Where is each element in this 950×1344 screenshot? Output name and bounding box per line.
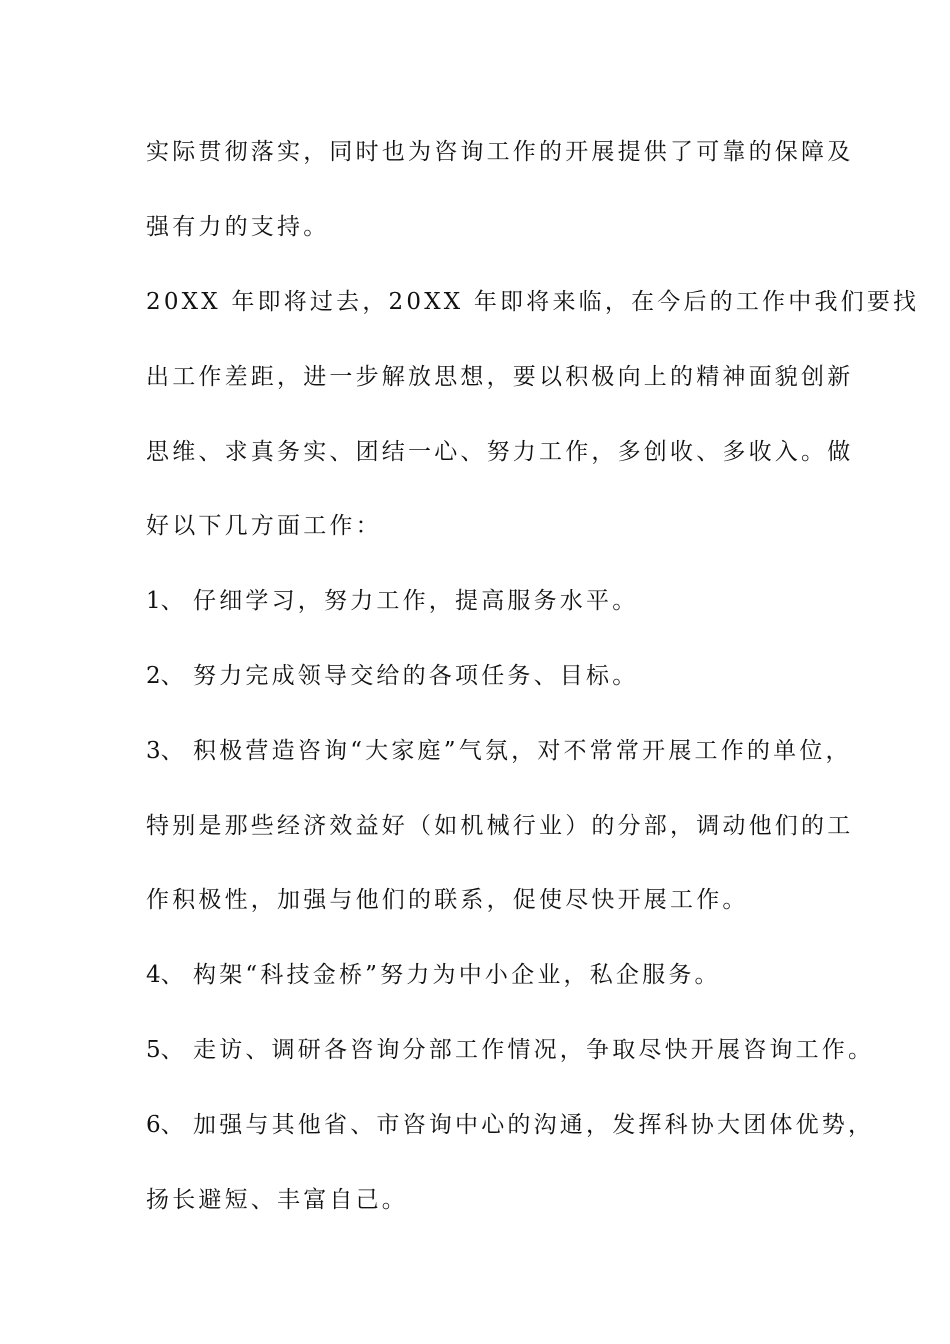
list-item-3 — [146, 731, 852, 771]
list-item-number: 5、 — [146, 1037, 184, 1063]
list-item-number: 3、 — [146, 738, 184, 764]
list-item-3-continuation-1: 特别是那些经济效益好（如机械行业）的分部，调动他们的工 — [146, 813, 854, 839]
list-item-3-continuation-2: 作积极性，加强与他们的联系，促使尽快开展工作。 — [146, 887, 749, 913]
paragraph-2-line-4: 好以下几方面工作： — [146, 513, 382, 539]
list-item-text: 走访、调研各咨询分部工作情况，争取尽快开展咨询工作。 — [193, 1037, 875, 1063]
list-item-6 — [146, 1105, 875, 1145]
list-item-6-continuation-1: 扬长避短、丰富自己。 — [146, 1187, 408, 1213]
paragraph-1-line-1: 实际贯彻落实，同时也为咨询工作的开展提供了可靠的保障及 — [146, 139, 854, 165]
list-item-number: 2、 — [146, 663, 184, 689]
paragraph-2-line-2: 出工作差距，进一步解放思想，要以积极向上的精神面貌创新 — [146, 364, 854, 390]
list-item-4 — [146, 955, 836, 995]
list-item-2 — [146, 656, 836, 696]
list-item-1 — [146, 581, 836, 621]
list-item-number: 4、 — [146, 962, 184, 988]
list-item-text: 仔细学习，努力工作，提高服务水平。 — [193, 588, 639, 614]
list-item-number: 1、 — [146, 588, 184, 614]
list-item-number: 6、 — [146, 1112, 184, 1138]
list-item-5 — [146, 1030, 875, 1070]
paragraph-2-line-1: 20XX 年即将过去，20XX 年即将来临，在今后的工作中我们要找 — [146, 289, 920, 315]
list-item-text: 构架“科技金桥”努力为中小企业，私企服务。 — [193, 962, 721, 988]
list-item-text: 加强与其他省、市咨询中心的沟通，发挥科协大团体优势， — [193, 1112, 875, 1138]
list-item-text: 积极营造咨询“大家庭”气氛，对不常常开展工作的单位， — [193, 738, 852, 764]
paragraph-2-line-3: 思维、求真务实、团结一心、努力工作，多创收、多收入。做 — [146, 439, 854, 465]
paragraph-1-line-2: 强有力的支持。 — [146, 214, 330, 240]
list-item-text: 努力完成领导交给的各项任务、目标。 — [193, 663, 639, 689]
